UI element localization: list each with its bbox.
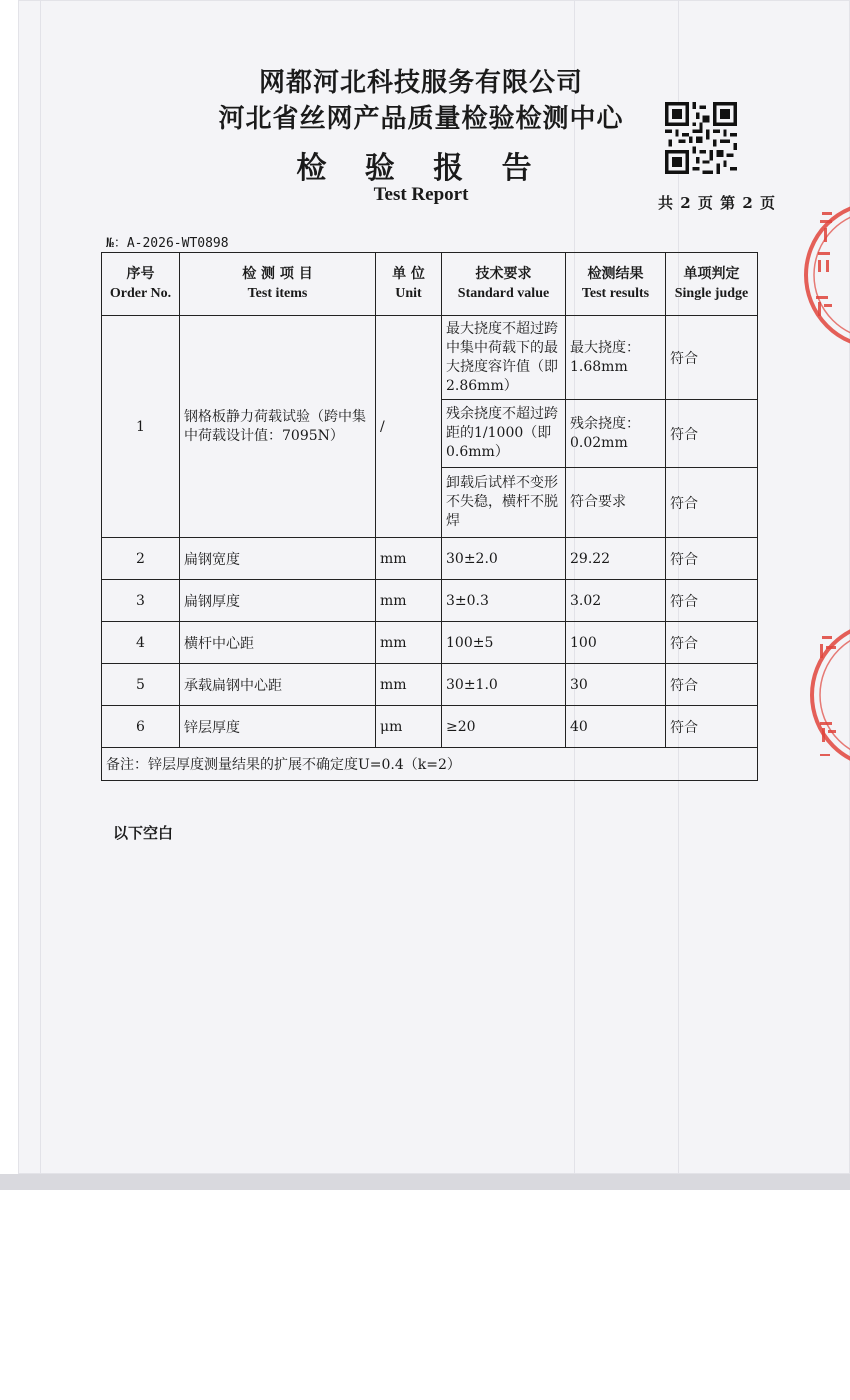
test-item-cell: 横杆中心距 (180, 622, 376, 664)
center-name: 河北省丝网产品质量检验检测中心 (218, 104, 624, 134)
order-no-cell: 5 (102, 664, 180, 706)
test-item-cell: 扁钢宽度 (180, 538, 376, 580)
table-row (102, 580, 758, 622)
result-cell: 3.02 (566, 580, 666, 622)
org-name: 网都河北科技服务有限公司 (258, 68, 583, 98)
header-single-judge: 单项判定 Single judge (666, 253, 758, 316)
end-of-content-marker: 以下空白 (113, 824, 174, 842)
judge-cell: 符合 (666, 400, 758, 468)
test-item-cell: 钢格板静力荷载试验（跨中集中荷载设计值：7095N） (180, 316, 376, 538)
result-cell: 最大挠度：1.68mm (566, 316, 666, 400)
table-note-row (102, 748, 758, 781)
judge-cell: 符合 (666, 664, 758, 706)
standard-cell: 残余挠度不超过跨距的1/1000（即0.6mm） (442, 400, 566, 468)
result-cell: 符合要求 (566, 468, 666, 538)
table-note: 备注：锌层厚度测量结果的扩展不确定度U=0.4（k=2） (102, 748, 758, 781)
unit-cell: mm (376, 664, 442, 706)
result-cell: 100 (566, 622, 666, 664)
unit-cell: / (376, 316, 442, 538)
order-no-cell: 1 (102, 316, 180, 538)
standard-cell: ≥20 (442, 706, 566, 748)
unit-cell: mm (376, 538, 442, 580)
header-test-results: 检测结果 Test results (566, 253, 666, 316)
table-row (102, 538, 758, 580)
result-cell: 30 (566, 664, 666, 706)
unit-cell: μm (376, 706, 442, 748)
test-item-cell: 锌层厚度 (180, 706, 376, 748)
standard-cell: 30±1.0 (442, 664, 566, 706)
result-cell: 29.22 (566, 538, 666, 580)
result-cell: 残余挠度：0.02mm (566, 400, 666, 468)
test-item-cell: 扁钢厚度 (180, 580, 376, 622)
result-cell: 40 (566, 706, 666, 748)
header-unit: 单 位 Unit (376, 253, 442, 316)
header-order-no: 序号 Order No. (102, 253, 180, 316)
standard-cell: 100±5 (442, 622, 566, 664)
order-no-cell: 2 (102, 538, 180, 580)
judge-cell: 符合 (666, 706, 758, 748)
judge-cell: 符合 (666, 580, 758, 622)
official-seal-icon (800, 190, 850, 360)
judge-cell: 符合 (666, 622, 758, 664)
table-row (102, 622, 758, 664)
header-standard-value: 技术要求 Standard value (442, 253, 566, 316)
table-header-row (102, 253, 758, 316)
standard-cell: 3±0.3 (442, 580, 566, 622)
scan-edge (0, 1174, 850, 1190)
document-title-en: Test Report (373, 184, 469, 205)
page-indicator: 共 2 页 第 2 页 (658, 194, 776, 212)
document-title: 检 验 报 告 (296, 151, 546, 186)
order-no-cell: 3 (102, 580, 180, 622)
header-test-items: 检 测 项 目 Test items (180, 253, 376, 316)
table-row (102, 706, 758, 748)
standard-cell: 最大挠度不超过跨中集中荷载下的最大挠度容许值（即2.86mm） (442, 316, 566, 400)
qr-code-icon (665, 102, 737, 174)
judge-cell: 符合 (666, 316, 758, 400)
official-seal-icon (806, 610, 850, 780)
standard-cell: 卸载后试样不变形不失稳，横杆不脱焊 (442, 468, 566, 538)
test-results-table (101, 252, 758, 781)
order-no-cell: 6 (102, 706, 180, 748)
unit-cell: mm (376, 580, 442, 622)
unit-cell: mm (376, 622, 442, 664)
judge-cell: 符合 (666, 538, 758, 580)
standard-cell: 30±2.0 (442, 538, 566, 580)
judge-cell: 符合 (666, 468, 758, 538)
report-number: №：A-2026-WT0898 (106, 236, 229, 251)
order-no-cell: 4 (102, 622, 180, 664)
table-row (102, 316, 758, 400)
table-row (102, 664, 758, 706)
test-item-cell: 承载扁钢中心距 (180, 664, 376, 706)
